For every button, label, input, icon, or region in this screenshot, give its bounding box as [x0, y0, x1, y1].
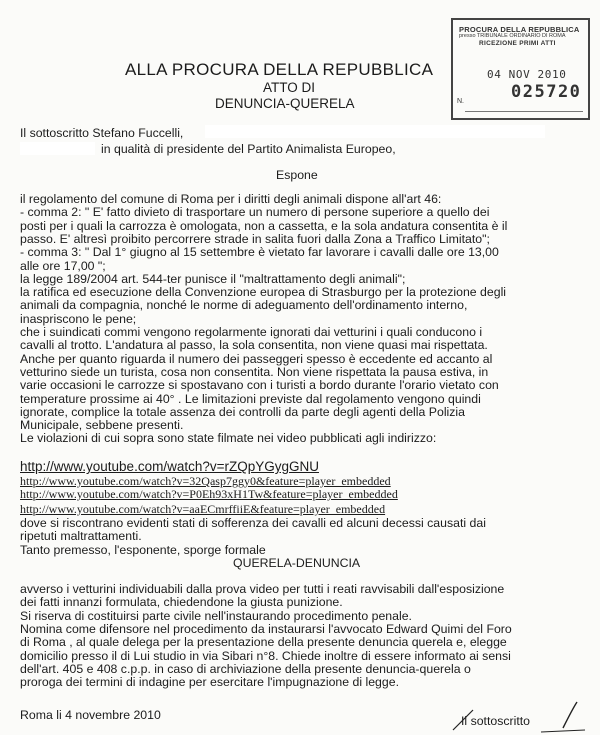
reception-stamp — [451, 18, 590, 120]
redaction-box — [205, 125, 545, 138]
intro-line: Il sottoscritto Stefano Fuccelli, — [20, 126, 184, 140]
stamp-protocol-number: 025720 — [511, 82, 582, 102]
body-line: Le violazioni di cui sopra sono state filmate nei video pubblicati agli indirizzo: — [20, 431, 437, 446]
stamp-date: 04 NOV 2010 — [487, 68, 567, 81]
body-line: inaspriscono le pene; — [20, 311, 137, 326]
espone-heading: Espone — [276, 168, 318, 182]
body-line: animali da compagnia, nonché le norme di adeguamento dell'ordinamento interno, — [20, 298, 468, 313]
querela-heading: QUERELA-DENUNCIA — [233, 556, 361, 570]
stamp-court: presso TRIBUNALE ORDINARIO DI ROMA — [459, 33, 566, 39]
body-line: temperature prossime ai 40° . Le limitazioni previste dal regolamento vengono quindi — [20, 391, 481, 406]
closing-line: domicilio presso il di Lui studio in via Sibari n°8. Chiede inoltre di essere informato ai sensi — [20, 648, 511, 663]
closing-line: Si riserva di costituirsi parte civile nell'instaurando procedimento penale. — [20, 608, 412, 623]
video-link[interactable]: http://www.youtube.com/watch?v=32Qasp7ggy0&feature=player_embedded — [20, 474, 391, 488]
body-line: varie occasioni le carrozze si spostavano con i turisti a bordo durante l'orario vietato con — [20, 378, 499, 393]
closing-line: Nomina come difensore nel procedimento da instaurarsi l'avvocato Edward Quimi del Foro — [20, 621, 512, 636]
signature-stroke — [445, 698, 595, 735]
body-line: che i suindicati commi vengono regolarmente ignorati dai vetturini i quali conducono i — [20, 325, 483, 339]
body-line: posti per i quali la carrozza è omologata, non a cassetta, e la sola andatura consentita è il — [20, 218, 508, 233]
signature-label: Il sottoscritto — [461, 714, 531, 728]
body-line: Anche per quanto riguarda il numero dei passeggeri spesso è eccedente ed accanto al — [20, 351, 493, 366]
body-line: - comma 2: " E' fatto divieto di trasportare un numero di persone superiore a quello dei — [20, 205, 490, 220]
body-line: - comma 3: " Dal 1° giugno al 15 settembre è vietato far lavorare i cavalli dalle ore 13,00 — [20, 245, 499, 260]
stamp-department: RICEZIONE PRIMI ATTI — [479, 40, 556, 47]
signature-block — [445, 698, 595, 735]
closing-line: proroga dei termini di indagine per esercitare l'impugnazione di legge. — [20, 675, 399, 690]
video-link[interactable]: http://www.youtube.com/watch?v=rZQpYGygGNU — [20, 459, 319, 474]
closing-line: dell'art. 405 e 408 c.p.p. in caso di archiviazione della presente denuncia-querela o — [20, 661, 471, 676]
body-line: Tanto premesso, l'esponente, sporge formale — [20, 542, 266, 557]
body-line: cavalli al trotto. L'andatura al passo, la sola consentita, non viene quasi mai rispettata. — [20, 338, 488, 353]
body-line: dove si riscontrano evidenti stati di sofferenza dei cavalli ed alcuni decessi causati dai — [20, 516, 486, 530]
stamp-office: PROCURA DELLA REPUBBLICA — [459, 25, 580, 34]
intro-line: in qualità di presidente del Partito Animalista Europeo, — [101, 142, 396, 156]
stamp-n-label: N. — [457, 98, 464, 105]
redaction-box — [20, 142, 95, 155]
video-link[interactable]: http://www.youtube.com/watch?v=P0Eh93xH1Tw&feature=player_embedded — [20, 487, 398, 501]
body-line: ignorate, complice la totale assenza dei controlli da parte degli agenti della Polizia — [20, 404, 466, 419]
closing-line: dei fatti innanzi formulata, chiedendone la giusta punizione. — [20, 595, 343, 610]
body-line: il regolamento del comune di Roma per i diritti degli animali dispone all'art 46: — [20, 192, 442, 206]
closing-line: avverso i vetturini individuabili dalla prova video per tutti i reati ravvisabili dall'esposizione — [20, 582, 505, 596]
video-link[interactable]: http://www.youtube.com/watch?v=aaECmrffiiE&feature=player_embedded — [20, 502, 386, 516]
body-line: passo. E' altresì proibito percorrere strade in salita fuori dalla Zona a Traffico Limitato"; — [20, 231, 490, 246]
document-subtitle-denuncia: DENUNCIA-QUERELA — [215, 96, 355, 111]
document-subtitle-atto: ATTO DI — [263, 80, 316, 95]
body-line: Municipale, sebbene presenti. — [20, 418, 184, 433]
body-line: la legge 189/2004 art. 544-ter punisce il "maltrattamento degli animali"; — [20, 271, 406, 286]
body-line: ripetuti maltrattamenti. — [20, 529, 142, 544]
document-title: ALLA PROCURA DELLA REPUBBLICA — [125, 60, 434, 79]
closing-line: di Roma , al quale delega per la presentazione della presente denuncia querela e, elegge — [20, 635, 507, 650]
body-line: vetturino siede un turista, cosa non consentita. Non viene rispettata la pausa estiva, in — [20, 364, 489, 379]
body-line: la ratifica ed esecuzione della Convenzione europea di Strasburgo per la protezione degli — [20, 285, 507, 300]
stamp-underline — [465, 111, 583, 112]
body-line: alle ore 17,00 "; — [20, 258, 106, 273]
date-line: Roma li 4 novembre 2010 — [20, 708, 161, 722]
